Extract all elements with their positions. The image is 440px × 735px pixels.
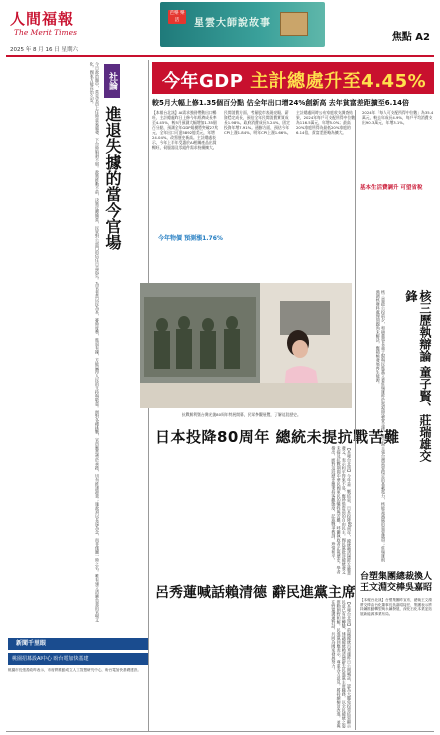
- lead-side-subhead: 基本生活費調升 可望省稅: [360, 185, 423, 191]
- page-number: A2: [415, 32, 430, 43]
- header-advertisement[interactable]: [160, 2, 325, 47]
- ad-badge: 芭樂 樂活: [169, 11, 185, 23]
- column-divider-right: [355, 110, 356, 730]
- dateline: 2025 年 8 月 16 日 星期六: [10, 47, 78, 53]
- lead-headline-highlight: 主計總處升至4.45%: [250, 71, 427, 92]
- photo-caption: 抗戰勝利暨台灣光復80周年特展開幕，民眾參觀展覽，了解這段歷史。: [182, 412, 301, 417]
- section-name: 焦點: [391, 32, 412, 43]
- editorial-tag: 社論: [104, 64, 120, 98]
- story2-headline[interactable]: 日本投降80周年 總統未提抗戰苦難: [155, 428, 400, 446]
- right-story-body: 核三重啟公投前夕，和碩董事長童子賢與民進黨立委莊瑞雄昨於電視辯論會交鋒。童子賢主張台灣需要穩定的基載電力，核能是減碳的重要選項；莊瑞雄則強調核廢料處理問題尚未解決，應積極發展再生能源。: [375, 290, 386, 562]
- lead-column-2: 民間消費方面，考量股市表現亮眼、薪資穩定成長，預估全年民間消費實質成長1.98%。政府消費成長3.24%，固定投資年增7.91%。通膨方面，預估今年CPI上漲1.84%，明年CPI上漲1.66%。: [224, 110, 291, 135]
- lead-column-4: 2024年「每人可支配所得中位數」為35.4萬元，較去年成長4.9%，每戶平均消費支出90.3萬元，年增3.1%。: [362, 110, 434, 125]
- right-story2-body: 【本報台北訊】台塑集團昨宣布，總裁王文淵將交棒由台化董事長吳嘉昭接任，集團表示將持續推動轉型與永續發展，深化石化本業並拓展新能源事業布局。: [360, 598, 432, 616]
- news-photo: [140, 283, 352, 408]
- right-story-headline[interactable]: 核三歷執辯論 童子賢、莊瑞雄交鋒: [404, 290, 432, 463]
- editorial-body: 今日政治圈中，常見官員上任時意氣風發、下台時狼狽不堪。政策推動不前，決策反覆無常，民眾對公部門的信任日益流失。為官者當以民為本，審時度勢，進退有據，方能贏得人民的支持與敬重。面對各種挑戰，官員應當勇於承擔，切勿推諉卸責；施政須以長遠為念，而非僅圖一時之名。唯有建立清廉負責的官場文化，國家方能長治久安。: [89, 62, 100, 622]
- footer-divider: [6, 731, 434, 732]
- news-thousand-body: 桃園市長張善政昨表示，市府將推動成立人工智慧研究中心，盼台電加快基礎建設。: [8, 668, 141, 672]
- ad-title: 星雲大師說故事: [194, 18, 271, 29]
- story3-headline[interactable]: 呂秀蓮喊話賴清德 辭民進黨主席: [155, 585, 356, 601]
- newspaper-logo-english: The Merit Times: [14, 28, 77, 37]
- story3-body: 【本報台北訊】前副總統呂秀蓮昨日公開喊話，認為大罷免投票結果顯示民意已有所轉變，建議總統賴清德辭去民進黨主席職務，以全民總統之姿推動朝野和解。民進黨回應表示，尊重各方意見，將持續檢討改進，並與在野黨溝通對話，共同為國家發展努力。: [331, 600, 352, 728]
- lead-column-3: 主計總處同時公布家庭收支調查結果，2024年每戶可支配所得中位數為116.5萬元，年增5.0%；最高20%家庭所得為最低20%家庭的6.14倍，貧富差距略為擴大。: [296, 110, 356, 135]
- lead-headline-prefix: 今年GDP: [162, 71, 251, 92]
- lead-subheadline: 較5月大幅上修1.35個百分點 估全年出口增24%創新高 去年貧富差距擴至6.14倍: [152, 99, 410, 107]
- section-label: [392, 28, 430, 43]
- lead-headline-banner[interactable]: [152, 62, 434, 94]
- header-divider: [6, 55, 434, 57]
- story2-body: 【本報台北訊】今年是二戰結束、日本投降80周年，總統賴清德昨在臉書發文，表示和平得來不易，應珍惜當前的自由民主。國民黨批評總統發文未提及抗戰期間中華民國軍民的犧牲與苦難，呼籲執政者正視歷史。學者指出，面對這段歷史應秉持客觀態度，記取戰爭教訓，珍惜和平。: [331, 446, 352, 576]
- lead-headline: [162, 67, 426, 93]
- newspaper-logo: 人間福報: [10, 10, 75, 28]
- lead-inline-subhead: 今年物價 預測漲1.76%: [158, 235, 223, 242]
- news-thousand-item[interactable]: 桃園招募設AI中心 盼台電加快基建: [8, 653, 148, 665]
- lead-body: [152, 110, 434, 275]
- masthead: [10, 6, 130, 46]
- lead-column-1: 【本報台北訊】AI需求強勁帶動出口暢旺，主計總處昨日上修今年經濟成長率至4.45%，較5月預測大幅增加1.35個百分點，預測全年GDP規模將突破27兆元，全年出口可達5892億美元，年增24.04%，改寫歷史新高。主計總處表示，今年上半年受惠於AI相關產品出貨暢旺，伺服器及零組件需求持續擴大。: [152, 110, 219, 150]
- ad-box-illustration: [280, 12, 308, 36]
- editorial-headline[interactable]: 進退失據的當今官場: [103, 106, 122, 250]
- right-story2-headline[interactable]: 台塑集團總裁換人 王文淵交棒吳嘉昭: [360, 572, 433, 593]
- news-thousand-title: 新聞千里眼: [8, 638, 148, 650]
- exhibition-photo-illustration: [140, 283, 352, 408]
